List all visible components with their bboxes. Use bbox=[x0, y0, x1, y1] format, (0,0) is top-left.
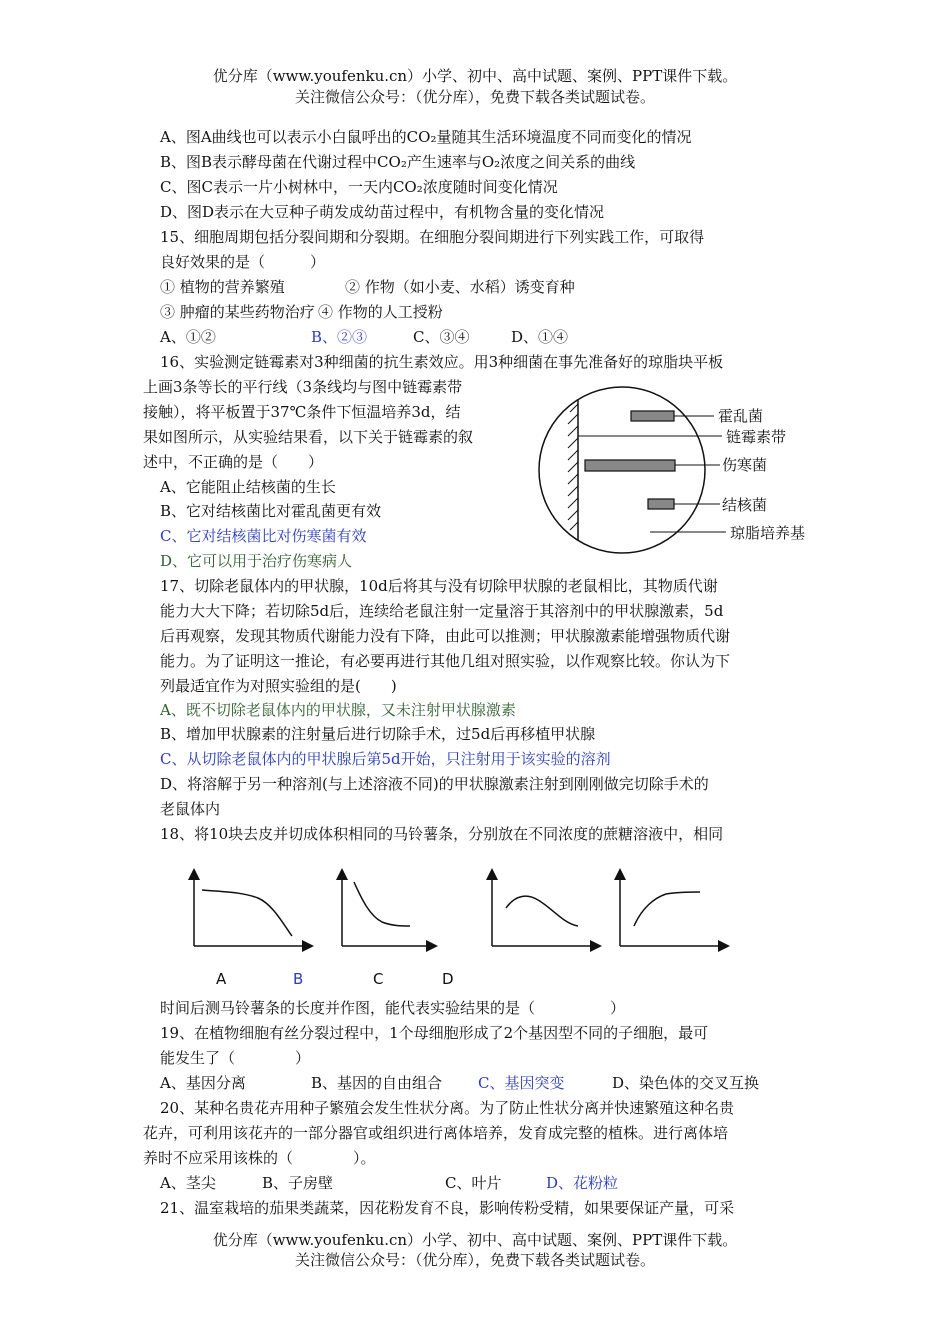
graph-label-b: B bbox=[293, 970, 304, 988]
q20-option-d: D、花粉粒 bbox=[546, 1174, 619, 1192]
graph-a bbox=[194, 874, 308, 946]
q15-option-c: C、③④ bbox=[413, 328, 470, 346]
q20-stem-2: 花卉，可利用该花卉的一部分器官或组织进行离体培养，发育成完整的植株。进行离体培 bbox=[143, 1124, 729, 1142]
q15-stem-2: 良好效果的是（ ） bbox=[160, 253, 326, 271]
figure-label-tuberculosis: 结核菌 bbox=[722, 496, 768, 514]
q19-option-b: B、基因的自由组合 bbox=[311, 1074, 443, 1092]
q17-stem-3: 后再观察，发现其物质代谢能力没有下降，由此可以推测；甲状腺激素能增强物质代谢 bbox=[160, 627, 731, 645]
graph-label-a: A bbox=[216, 970, 227, 988]
graph-label-d: D bbox=[442, 970, 454, 988]
figure-label-cholera: 霍乱菌 bbox=[718, 407, 764, 425]
q18-stem-1: 18、将10块去皮并切成体积相同的马铃薯条，分别放在不同浓度的蔗糖溶液中，相同 bbox=[160, 825, 724, 843]
q14-option-a: A、图A曲线也可以表示小白鼠呼出的CO₂量随其生活环境温度不同而变化的情况 bbox=[160, 128, 692, 146]
q15-item-3: ③ 肿瘤的某些药物治疗 bbox=[160, 303, 315, 321]
q17-stem-5: 列最适宜作为对照实验组的是( ) bbox=[160, 677, 397, 695]
q17-option-d-1: D、将溶解于另一种溶剂(与上述溶液不同)的甲状腺激素注射到刚刚做完切除手术的 bbox=[160, 775, 709, 793]
q18-graphs bbox=[180, 864, 740, 994]
q17-stem-4: 能力。为了证明这一推论，有必要再进行其他几组对照实验，以作观察比较。你认为下 bbox=[160, 652, 731, 670]
tuberculosis-streak bbox=[648, 499, 674, 509]
q15-item-1: ① 植物的营养繁殖 bbox=[160, 278, 285, 296]
q16-option-c: C、它对结核菌比对伤寒菌有效 bbox=[160, 527, 367, 545]
q20-stem-1: 20、某种名贵花卉用种子繁殖会发生性状分离。为了防止性状分离并快速繁殖这种名贵 bbox=[160, 1099, 735, 1117]
graph-c bbox=[492, 874, 596, 946]
graph-label-c: C bbox=[373, 970, 384, 988]
q15-stem-1: 15、细胞周期包括分裂间期和分裂期。在细胞分裂间期进行下列实践工作，可取得 bbox=[160, 228, 705, 246]
graph-b bbox=[342, 874, 432, 946]
q15-option-b: B、②③ bbox=[311, 328, 368, 346]
q14-option-c: C、图C表示一片小树林中，一天内CO₂浓度随时间变化情况 bbox=[160, 178, 558, 196]
q15-option-a: A、①② bbox=[160, 328, 216, 346]
q14-option-b: B、图B表示酵母菌在代谢过程中CO₂产生速率与O₂浓度之间关系的曲线 bbox=[160, 153, 636, 171]
q21-stem-1: 21、温室栽培的茄果类蔬菜，因花粉发育不良，影响传粉受精，如果要保证产量，可采 bbox=[160, 1199, 735, 1217]
q16-option-d: D、它可以用于治疗伤寒病人 bbox=[160, 552, 353, 570]
figure-label-streptomycin: 链霉素带 bbox=[726, 428, 787, 446]
q17-stem-2: 能力大大下降；若切除5d后，连续给老鼠注射一定量溶于其溶剂中的甲状腺激素，5d bbox=[160, 602, 724, 620]
q16-stem-3: 接触），将平板置于37℃条件下恒温培养3d，结 bbox=[143, 403, 461, 421]
figure-label-typhoid: 伤寒菌 bbox=[722, 456, 768, 474]
q16-stem-2: 上画3条等长的平行线（3条线均与图中链霉素带 bbox=[143, 378, 463, 396]
q14-option-d: D、图D表示在大豆种子萌发成幼苗过程中，有机物含量的变化情况 bbox=[160, 203, 605, 221]
header-line-1: 优分库（www.youfenku.cn）小学、初中、高中试题、案例、PPT课件下载。 bbox=[212, 67, 738, 85]
q19-option-d: D、染色体的交叉互换 bbox=[612, 1074, 760, 1092]
agar-plate-figure bbox=[530, 378, 830, 560]
q20-stem-3: 养时不应采用该株的（ ）。 bbox=[143, 1149, 376, 1167]
q19-option-c: C、基因突变 bbox=[478, 1074, 565, 1092]
q19-stem-1: 19、在植物细胞有丝分裂过程中，1个母细胞形成了2个基因型不同的子细胞，最可 bbox=[160, 1024, 709, 1042]
figure-label-agar: 琼脂培养基 bbox=[730, 524, 806, 542]
q16-option-a: A、它能阻止结核菌的生长 bbox=[160, 478, 336, 496]
footer-line-1: 优分库（www.youfenku.cn）小学、初中、高中试题、案例、PPT课件下载。 bbox=[212, 1231, 738, 1249]
q15-option-d: D、①④ bbox=[511, 328, 569, 346]
q19-option-a: A、基因分离 bbox=[160, 1074, 246, 1092]
q15-item-4: ④ 作物的人工授粉 bbox=[318, 303, 443, 321]
q20-option-c: C、叶片 bbox=[445, 1174, 502, 1192]
q17-option-a: A、既不切除老鼠体内的甲状腺，又未注射甲状腺激素 bbox=[160, 701, 516, 719]
cholera-streak bbox=[631, 411, 674, 421]
footer-line-2: 关注微信公众号：（优分库），免费下载各类试题试卷。 bbox=[294, 1251, 655, 1269]
q19-stem-2: 能发生了（ ） bbox=[160, 1049, 311, 1067]
q16-stem-1: 16、实验测定链霉素对3种细菌的抗生素效应。用3种细菌在事先准备好的琼脂块平板 bbox=[160, 353, 724, 371]
q20-option-b: B、子房壁 bbox=[262, 1174, 334, 1192]
q17-option-d-2: 老鼠体内 bbox=[160, 800, 221, 818]
q20-option-a: A、茎尖 bbox=[160, 1174, 216, 1192]
q17-stem-1: 17、切除老鼠体内的甲状腺，10d后将其与没有切除甲状腺的老鼠相比，其物质代谢 bbox=[160, 577, 718, 595]
q16-stem-4: 果如图所示，从实验结果看，以下关于链霉素的叙 bbox=[143, 428, 474, 446]
graph-d bbox=[620, 874, 724, 946]
q16-stem-5: 述中，不正确的是（ ） bbox=[143, 453, 324, 471]
band-hatching bbox=[568, 404, 578, 530]
q15-item-2: ② 作物（如小麦、水稻）诱变育种 bbox=[345, 278, 575, 296]
typhoid-streak bbox=[585, 460, 675, 471]
header-line-2: 关注微信公众号：（优分库），免费下载各类试题试卷。 bbox=[294, 88, 655, 106]
q17-option-c: C、从切除老鼠体内的甲状腺后第5d开始，只注射用于该实验的溶剂 bbox=[160, 750, 611, 768]
q18-stem-2: 时间后测马铃薯条的长度并作图，能代表实验结果的是（ ） bbox=[160, 999, 626, 1017]
q17-option-b: B、增加甲状腺素的注射量后进行切除手术，过5d后再移植甲状腺 bbox=[160, 725, 596, 743]
q16-option-b: B、它对结核菌比对霍乱菌更有效 bbox=[160, 502, 382, 520]
